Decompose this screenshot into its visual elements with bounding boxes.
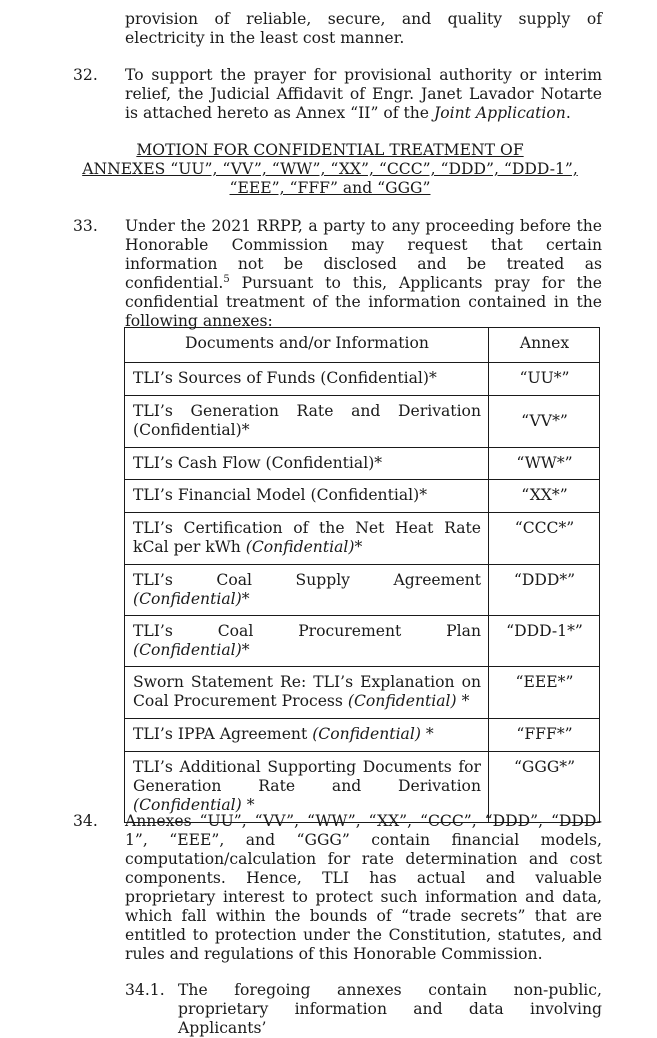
annex-cell: “GGG*”: [489, 752, 600, 823]
paragraph-number-34: 34.: [73, 812, 98, 830]
annex-cell: “FFF*”: [489, 719, 600, 752]
section-heading-line-3: “EEE”, “FFF” and “GGG”: [229, 179, 431, 197]
annex-cell: “DDD-1*”: [489, 616, 600, 667]
annex-table: [124, 327, 600, 823]
document-cell: TLI’s IPPA Agreement (Confidential) *: [125, 719, 489, 752]
table-row: [125, 396, 600, 448]
document-cell: TLI’s Certification of the Net Heat Rate kCal per kWh (Confidential)*: [125, 513, 489, 565]
annex-cell: “UU*”: [489, 363, 600, 396]
annex-cell: “XX*”: [489, 480, 600, 513]
section-heading-line-2: ANNEXES “UU”, “VV”, “WW”, “XX”, “CCC”, “DDD”, “DDD-1”,: [82, 160, 578, 178]
table-row: [125, 480, 600, 513]
annex-cell: “WW*”: [489, 448, 600, 480]
paragraph-number-33: 33.: [73, 217, 98, 235]
document-cell: TLI’s Coal Supply Agreement (Confidential)*: [125, 565, 489, 616]
column-header-documents: Documents and/or Information: [125, 328, 489, 363]
annex-cell: “DDD*”: [489, 565, 600, 616]
table-row: [125, 667, 600, 719]
document-cell: TLI’s Financial Model (Confidential)*: [125, 480, 489, 513]
table-row: [125, 565, 600, 616]
section-heading-line-1: MOTION FOR CONFIDENTIAL TREATMENT OF: [136, 141, 524, 159]
table-row: [125, 719, 600, 752]
paragraph-34-1: The foregoing annexes contain non-public, proprietary information and data involving Applicants’: [178, 981, 602, 1037]
annex-cell: “EEE*”: [489, 667, 600, 719]
table-row: [125, 616, 600, 667]
document-cell: TLI’s Sources of Funds (Confidential)*: [125, 363, 489, 396]
annex-cell: “CCC*”: [489, 513, 600, 565]
paragraph-number-32: 32.: [73, 66, 98, 84]
table-row: [125, 513, 600, 565]
paragraph-number-34-1: 34.1.: [125, 981, 165, 999]
joint-application-italic: Joint Application: [434, 104, 566, 122]
document-cell: TLI’s Additional Supporting Documents for Generation Rate and Derivation (Confidential) *: [125, 752, 489, 823]
document-cell: TLI’s Coal Procurement Plan (Confidential)*: [125, 616, 489, 667]
paragraph-33: Under the 2021 RRPP, a party to any proceeding before the Honorable Commission may request that certain information not be disclosed and be treated as confidential.$^5$ Pursuant to this, Applicants pray for the confidential treatment of the information contained in the following annexes:: [125, 217, 602, 330]
paragraph-continued: provision of reliable, secure, and quality supply of electricity in the least cost manner.: [125, 10, 602, 47]
paragraph-32: To support the prayer for provisional authority or interim relief, the Judicial Affidavit of Engr. Janet Lavador Notarte is attached hereto as Annex “II” of the Joint Application.: [125, 66, 602, 122]
document-cell: TLI’s Generation Rate and Derivation (Confidential)*: [125, 396, 489, 448]
table-row: [125, 448, 600, 480]
paragraph-34: Annexes “UU”, “VV”, “WW”, “XX”, “CCC”, “DDD”, “DDD-1”, “EEE”, and “GGG” contain financial models, computation/calculation for rate determination and cost components. Hence, TLI has actual and valuable proprietary interest to protect such information and data, which fall within the bounds of “trade secrets” that are entitled to protection under the Constitution, statutes, and rules and regulations of this Honorable Commission.: [125, 812, 602, 963]
footnote-marker: 5: [223, 273, 230, 285]
column-header-annex: Annex: [489, 328, 600, 363]
annex-cell: “VV*”: [489, 396, 600, 448]
document-cell: TLI’s Cash Flow (Confidential)*: [125, 448, 489, 480]
table-header-row: [125, 328, 600, 363]
document-cell: Sworn Statement Re: TLI’s Explanation on Coal Procurement Process (Confidential) *: [125, 667, 489, 719]
table-row: [125, 363, 600, 396]
